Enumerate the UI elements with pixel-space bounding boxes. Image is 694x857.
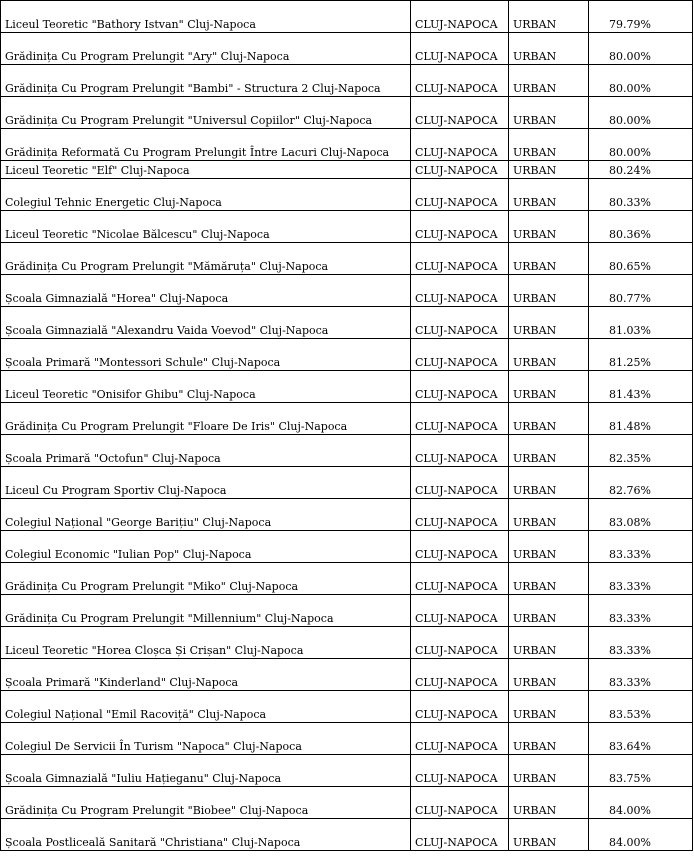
area-type-cell[interactable]: URBAN [509,243,589,275]
percentage-cell[interactable]: 83.75% [589,755,693,787]
school-name-cell[interactable]: Grădinița Cu Program Prelungit "Floare De Iris" Cluj-Napoca [1,403,411,435]
area-type-cell[interactable]: URBAN [509,435,589,467]
percentage-cell[interactable]: 81.48% [589,403,693,435]
city-cell[interactable]: CLUJ-NAPOCA [411,307,509,339]
table-row [1,403,693,435]
table-row [1,499,693,531]
percentage-cell[interactable]: 83.08% [589,499,693,531]
area-type-cell[interactable]: URBAN [509,595,589,627]
percentage-cell[interactable]: 83.53% [589,691,693,723]
city-cell[interactable]: CLUJ-NAPOCA [411,403,509,435]
area-type-cell[interactable]: URBAN [509,1,589,33]
percentage-cell[interactable]: 83.33% [589,563,693,595]
area-type-cell[interactable]: URBAN [509,819,589,851]
school-name-cell[interactable]: Liceul Cu Program Sportiv Cluj-Napoca [1,467,411,499]
table-row [1,691,693,723]
percentage-cell[interactable]: 83.33% [589,627,693,659]
table-row [1,723,693,755]
percentage-cell[interactable]: 83.33% [589,659,693,691]
table-row [1,531,693,563]
percentage-cell[interactable]: 80.00% [589,97,693,129]
table-row [1,787,693,819]
table-row [1,339,693,371]
area-type-cell[interactable]: URBAN [509,275,589,307]
table-row [1,129,693,161]
city-cell[interactable]: CLUJ-NAPOCA [411,179,509,211]
city-cell[interactable]: CLUJ-NAPOCA [411,723,509,755]
area-type-cell[interactable]: URBAN [509,723,589,755]
table-row [1,435,693,467]
table-row [1,275,693,307]
table-row [1,627,693,659]
area-type-cell[interactable]: URBAN [509,787,589,819]
area-type-cell[interactable]: URBAN [509,563,589,595]
school-name-cell[interactable]: Școala Primară "Kinderland" Cluj-Napoca [1,659,411,691]
percentage-cell[interactable]: 81.03% [589,307,693,339]
city-cell[interactable]: CLUJ-NAPOCA [411,691,509,723]
city-cell[interactable]: CLUJ-NAPOCA [411,467,509,499]
percentage-cell[interactable]: 80.00% [589,65,693,97]
city-cell[interactable]: CLUJ-NAPOCA [411,531,509,563]
city-cell[interactable]: CLUJ-NAPOCA [411,787,509,819]
table-row [1,33,693,65]
school-name-cell[interactable]: Grădinița Cu Program Prelungit "Mămăruța" Cluj-Napoca [1,243,411,275]
percentage-cell[interactable]: 83.33% [589,531,693,563]
school-name-cell[interactable]: Colegiul Tehnic Energetic Cluj-Napoca [1,179,411,211]
table-row [1,161,693,179]
percentage-cell[interactable]: 80.00% [589,33,693,65]
city-cell[interactable]: CLUJ-NAPOCA [411,371,509,403]
city-cell[interactable]: CLUJ-NAPOCA [411,161,509,179]
table-body [1,0,693,851]
percentage-cell[interactable]: 81.43% [589,371,693,403]
school-name-cell[interactable]: Grădinița Cu Program Prelungit "Biobee" Cluj-Napoca [1,787,411,819]
area-type-cell[interactable]: URBAN [509,403,589,435]
school-name-cell[interactable]: Școala Postliceală Sanitară "Christiana" Cluj-Napoca [1,819,411,851]
school-name-cell[interactable]: Liceul Teoretic "Nicolae Bălcescu" Cluj-Napoca [1,211,411,243]
area-type-cell[interactable]: URBAN [509,627,589,659]
table-row [1,755,693,787]
school-name-cell[interactable]: Liceul Teoretic "Horea Cloșca Și Crișan" Cluj-Napoca [1,627,411,659]
area-type-cell[interactable]: URBAN [509,33,589,65]
percentage-cell[interactable]: 84.00% [589,787,693,819]
table-row [1,595,693,627]
city-cell[interactable]: CLUJ-NAPOCA [411,243,509,275]
school-name-cell[interactable]: Liceul Teoretic "Onisifor Ghibu" Cluj-Napoca [1,371,411,403]
school-name-cell[interactable]: Școala Gimnazială "Horea" Cluj-Napoca [1,275,411,307]
area-type-cell[interactable]: URBAN [509,179,589,211]
percentage-cell[interactable]: 80.36% [589,211,693,243]
percentage-cell[interactable]: 81.25% [589,339,693,371]
percentage-cell[interactable]: 80.77% [589,275,693,307]
city-cell[interactable]: CLUJ-NAPOCA [411,435,509,467]
table-row [1,243,693,275]
percentage-cell[interactable]: 82.35% [589,435,693,467]
table-row [1,819,693,851]
table-row [1,97,693,129]
area-type-cell[interactable]: URBAN [509,499,589,531]
percentage-cell[interactable]: 84.00% [589,819,693,851]
city-cell[interactable]: CLUJ-NAPOCA [411,563,509,595]
table-row [1,307,693,339]
area-type-cell[interactable]: URBAN [509,755,589,787]
city-cell[interactable]: CLUJ-NAPOCA [411,819,509,851]
school-name-cell[interactable]: Liceul Teoretic "Elf" Cluj-Napoca [1,161,411,179]
table-row [1,65,693,97]
school-name-cell[interactable]: Școala Primară "Octofun" Cluj-Napoca [1,435,411,467]
area-type-cell[interactable]: URBAN [509,659,589,691]
school-name-cell[interactable]: Grădinița Cu Program Prelungit "Millennium" Cluj-Napoca [1,595,411,627]
table-row [1,1,693,33]
percentage-cell[interactable]: 80.24% [589,161,693,179]
city-cell[interactable]: CLUJ-NAPOCA [411,499,509,531]
table-row [1,659,693,691]
area-type-cell[interactable]: URBAN [509,691,589,723]
area-type-cell[interactable]: URBAN [509,211,589,243]
city-cell[interactable]: CLUJ-NAPOCA [411,33,509,65]
city-cell[interactable]: CLUJ-NAPOCA [411,97,509,129]
percentage-cell[interactable]: 80.00% [589,129,693,161]
school-name-cell[interactable]: Grădinița Cu Program Prelungit "Bambi" - Structura 2 Cluj-Napoca [1,65,411,97]
school-name-cell[interactable]: Grădinița Cu Program Prelungit "Miko" Cluj-Napoca [1,563,411,595]
percentage-cell[interactable]: 82.76% [589,467,693,499]
school-name-cell[interactable]: Școala Primară "Montessori Schule" Cluj-Napoca [1,339,411,371]
city-cell[interactable]: CLUJ-NAPOCA [411,65,509,97]
school-name-cell[interactable]: Colegiul Național "Emil Racoviță" Cluj-Napoca [1,691,411,723]
area-type-cell[interactable]: URBAN [509,65,589,97]
table-row [1,179,693,211]
city-cell[interactable]: CLUJ-NAPOCA [411,627,509,659]
school-name-cell[interactable]: Grădinița Cu Program Prelungit "Universul Copiilor" Cluj-Napoca [1,97,411,129]
area-type-cell[interactable]: URBAN [509,129,589,161]
school-name-cell[interactable]: Colegiul Economic "Iulian Pop" Cluj-Napoca [1,531,411,563]
area-type-cell[interactable]: URBAN [509,531,589,563]
percentage-cell[interactable]: 83.33% [589,595,693,627]
area-type-cell[interactable]: URBAN [509,371,589,403]
city-cell[interactable]: CLUJ-NAPOCA [411,339,509,371]
school-name-cell[interactable]: Colegiul Național "George Barițiu" Cluj-Napoca [1,499,411,531]
table-row [1,371,693,403]
table-row [1,563,693,595]
school-name-cell[interactable]: Școala Gimnazială "Iuliu Hațieganu" Cluj-Napoca [1,755,411,787]
city-cell[interactable]: CLUJ-NAPOCA [411,755,509,787]
area-type-cell[interactable]: URBAN [509,97,589,129]
school-name-cell[interactable]: Colegiul De Servicii În Turism "Napoca" Cluj-Napoca [1,723,411,755]
area-type-cell[interactable]: URBAN [509,467,589,499]
school-name-cell[interactable]: Școala Gimnazială "Alexandru Vaida Voevod" Cluj-Napoca [1,307,411,339]
percentage-cell[interactable]: 80.33% [589,179,693,211]
school-name-cell[interactable]: Liceul Teoretic "Bathory Istvan" Cluj-Napoca [1,1,411,33]
city-cell[interactable]: CLUJ-NAPOCA [411,1,509,33]
area-type-cell[interactable]: URBAN [509,161,589,179]
percentage-cell[interactable]: 79.79% [589,1,693,33]
city-cell[interactable]: CLUJ-NAPOCA [411,595,509,627]
percentage-cell[interactable]: 80.65% [589,243,693,275]
city-cell[interactable]: CLUJ-NAPOCA [411,211,509,243]
school-name-cell[interactable]: Grădinița Cu Program Prelungit "Ary" Cluj-Napoca [1,33,411,65]
city-cell[interactable]: CLUJ-NAPOCA [411,275,509,307]
school-name-cell[interactable]: Grădinița Reformată Cu Program Prelungit Între Lacuri Cluj-Napoca [1,129,411,161]
city-cell[interactable]: CLUJ-NAPOCA [411,129,509,161]
area-type-cell[interactable]: URBAN [509,307,589,339]
percentage-cell[interactable]: 83.64% [589,723,693,755]
table-row [1,211,693,243]
area-type-cell[interactable]: URBAN [509,339,589,371]
city-cell[interactable]: CLUJ-NAPOCA [411,659,509,691]
table-row [1,467,693,499]
